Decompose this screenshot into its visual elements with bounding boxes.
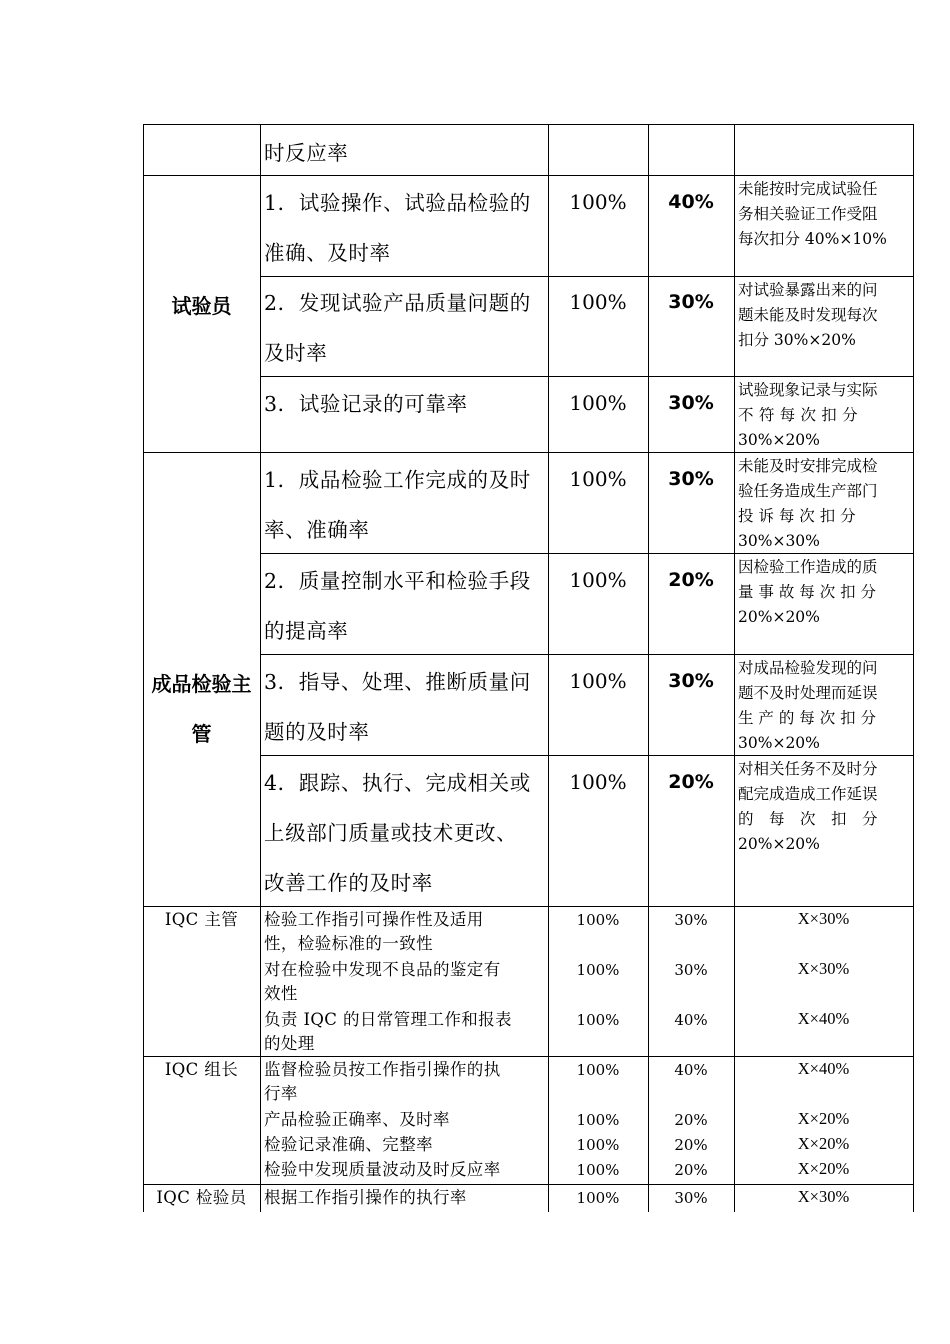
item-text: 效性	[264, 984, 298, 1003]
item-text: 2．发现试验产品质量问题的	[264, 291, 531, 315]
row-divider	[143, 906, 914, 907]
weight-value: 30%	[674, 911, 708, 929]
weight-value: 20%	[674, 1136, 708, 1154]
column-divider	[548, 124, 549, 1212]
target-value: 100%	[569, 467, 627, 491]
weight-value: 30%	[668, 670, 714, 692]
target-value: 100%	[576, 1111, 620, 1129]
deduction-note: 题不及时处理而延误	[738, 684, 878, 702]
item-text: 负责 IQC 的日常管理工作和报表	[264, 1010, 512, 1029]
target-value: 100%	[569, 568, 627, 592]
column-divider	[734, 124, 735, 1212]
weight-value: 20%	[674, 1161, 708, 1179]
weight-value: 40%	[668, 191, 714, 213]
role-label-iqc-supervisor: IQC 主管	[164, 910, 239, 929]
target-value: 100%	[576, 1011, 620, 1029]
item-text: 3．试验记录的可靠率	[264, 392, 468, 416]
deduction-note: 30%×30%	[738, 532, 820, 550]
item-text-top-tail: 时反应率	[264, 141, 349, 165]
item-text: 产品检验正确率、及时率	[264, 1110, 450, 1129]
weight-value: 20%	[668, 569, 714, 591]
formula-value: X×40%	[797, 1009, 850, 1028]
deduction-note: 扣分 30%×20%	[738, 331, 856, 349]
item-text: 检验记录准确、完整率	[264, 1135, 433, 1154]
weight-value: 20%	[674, 1111, 708, 1129]
deduction-note: 对试验暴露出来的问	[738, 281, 878, 299]
deduction-note: 对相关任务不及时分	[738, 760, 878, 778]
weight-value: 20%	[668, 771, 714, 793]
target-value: 100%	[576, 1161, 620, 1179]
row-divider	[260, 376, 914, 377]
formula-value: X×20%	[797, 1134, 850, 1153]
weight-value: 30%	[668, 392, 714, 414]
item-text: 题的及时率	[264, 720, 370, 744]
deduction-note: 未能及时安排完成检	[738, 457, 878, 475]
item-text: 根据工作指引操作的执行率	[264, 1188, 467, 1207]
deduction-note: 量 事 故 每 次 扣 分	[738, 583, 877, 601]
target-value: 100%	[576, 961, 620, 979]
table-border	[913, 124, 914, 1212]
weight-value: 30%	[674, 1189, 708, 1207]
formula-value: X×30%	[797, 1187, 850, 1206]
formula-value: X×40%	[797, 1059, 850, 1078]
row-divider	[260, 654, 914, 655]
item-text: 准确、及时率	[264, 241, 391, 265]
item-text: 的提高率	[264, 619, 349, 643]
item-text: 及时率	[264, 341, 328, 365]
weight-value: 30%	[668, 468, 714, 490]
deduction-note: 生 产 的 每 次 扣 分	[738, 709, 877, 727]
deduction-note: 对成品检验发现的问	[738, 659, 878, 677]
deduction-note: 未能按时完成试验任	[738, 180, 878, 198]
formula-value: X×30%	[797, 959, 850, 978]
target-value: 100%	[576, 1061, 620, 1079]
target-value: 100%	[576, 911, 620, 929]
formula-value: X×30%	[797, 909, 850, 928]
weight-value: 30%	[674, 961, 708, 979]
deduction-note: 题未能及时发现每次	[738, 306, 878, 324]
item-text: 1．试验操作、试验品检验的	[264, 191, 531, 215]
row-divider	[143, 175, 914, 176]
deduction-note: 20%×20%	[738, 608, 820, 626]
weight-value: 30%	[668, 291, 714, 313]
table-border	[143, 124, 914, 125]
deduction-note: 30%×20%	[738, 734, 820, 752]
item-text: 性，检验标准的一致性	[264, 934, 433, 953]
deduction-note: 的 每 次 扣 分	[738, 810, 878, 828]
target-value: 100%	[569, 391, 627, 415]
row-divider	[143, 1056, 914, 1057]
deduction-note: 配完成造成工作延误	[738, 785, 878, 803]
role-label-iqc-leader: IQC 组长	[164, 1060, 239, 1079]
deduction-note: 因检验工作造成的质	[738, 558, 878, 576]
role-label-fqc-supervisor: 成品检验主	[151, 672, 252, 696]
target-value: 100%	[569, 290, 627, 314]
target-value: 100%	[569, 770, 627, 794]
target-value: 100%	[569, 190, 627, 214]
item-text: 检验中发现质量波动及时反应率	[264, 1160, 501, 1179]
role-label-iqc-inspector: IQC 检验员	[156, 1188, 247, 1207]
item-text: 对在检验中发现不良品的鉴定有	[264, 960, 501, 979]
item-text: 3．指导、处理、推断质量问	[264, 670, 531, 694]
item-text: 的处理	[264, 1034, 315, 1053]
deduction-note: 试验现象记录与实际	[738, 381, 878, 399]
role-label-fqc-supervisor: 管	[191, 722, 212, 746]
item-text: 监督检验员按工作指引操作的执	[264, 1060, 501, 1079]
column-divider	[648, 124, 649, 1212]
target-value: 100%	[569, 669, 627, 693]
deduction-note: 投 诉 每 次 扣 分	[738, 507, 856, 525]
item-text: 4．跟踪、执行、完成相关或	[264, 771, 531, 795]
item-text: 行率	[264, 1084, 298, 1103]
assessment-table	[143, 124, 914, 1212]
deduction-note: 30%×20%	[738, 431, 820, 449]
item-text: 检验工作指引可操作性及适用	[264, 910, 484, 929]
item-text: 上级部门质量或技术更改、	[264, 821, 518, 845]
item-text: 1．成品检验工作完成的及时	[264, 468, 531, 492]
deduction-note: 验任务造成生产部门	[738, 482, 878, 500]
formula-value: X×20%	[797, 1109, 850, 1128]
target-value: 100%	[576, 1136, 620, 1154]
weight-value: 40%	[674, 1061, 708, 1079]
item-text: 改善工作的及时率	[264, 871, 433, 895]
column-divider	[260, 124, 261, 1212]
deduction-note: 不 符 每 次 扣 分	[738, 406, 858, 424]
weight-value: 40%	[674, 1011, 708, 1029]
item-text: 2．质量控制水平和检验手段	[264, 569, 531, 593]
deduction-note: 每次扣分 40%×10%	[738, 230, 887, 248]
role-label-tester: 试验员	[171, 294, 232, 318]
row-divider	[143, 1184, 914, 1185]
deduction-note: 务相关验证工作受阻	[738, 205, 878, 223]
deduction-note: 20%×20%	[738, 835, 820, 853]
item-text: 率、准确率	[264, 518, 370, 542]
target-value: 100%	[576, 1189, 620, 1207]
formula-value: X×20%	[797, 1159, 850, 1178]
